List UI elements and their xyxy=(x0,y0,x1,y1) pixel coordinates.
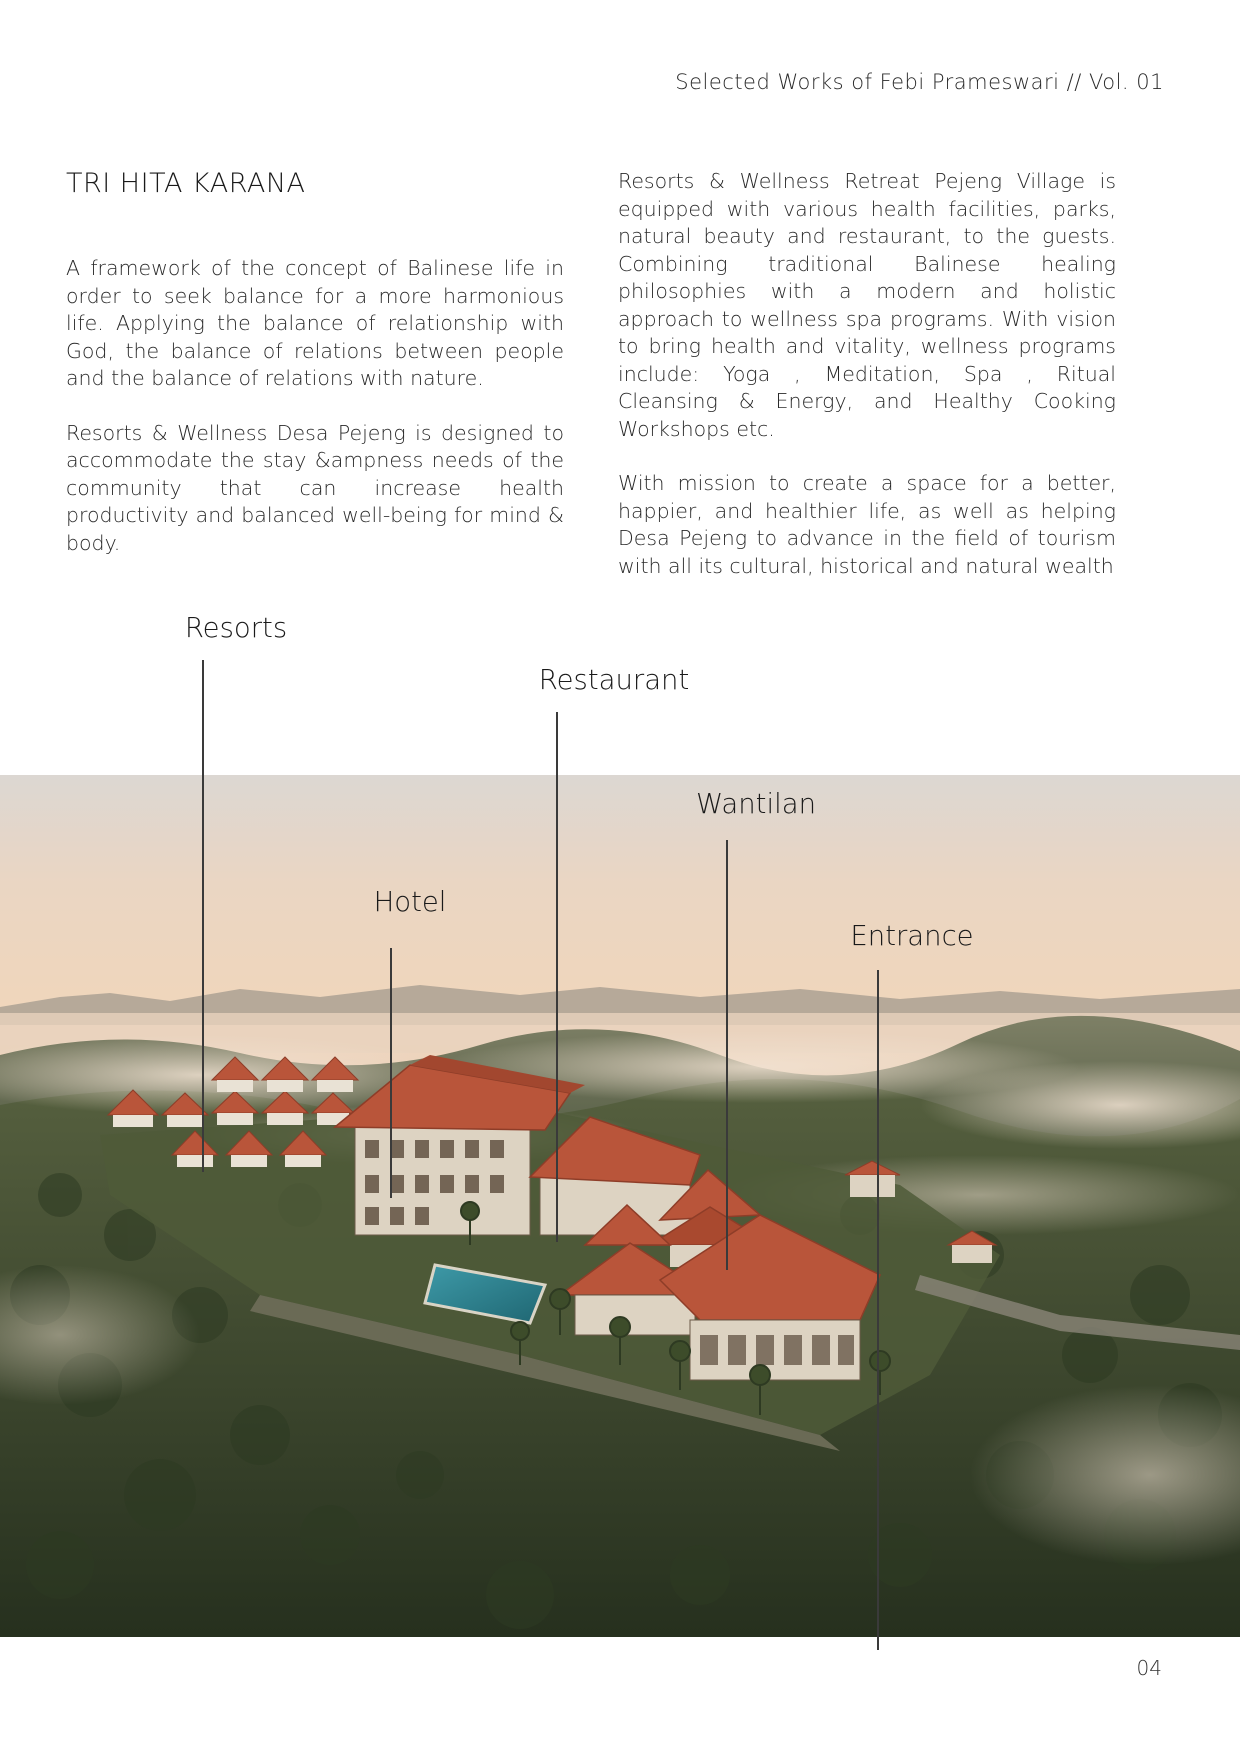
concept-paragraph: A framework of the concept of Balinese life in order to seek balance for a more harmonious life. Applying the balance of relationship with God, the balance of relations between people and the balance of relations with nature. xyxy=(66,256,564,390)
hotel-label: Hotel xyxy=(373,886,447,918)
wantilan-leader-line xyxy=(726,840,728,1270)
sky xyxy=(0,775,1240,1015)
aerial-resort-rendering xyxy=(0,775,1240,1637)
hotel-leader-line xyxy=(390,948,392,1198)
page-number: 04 xyxy=(1136,1656,1162,1680)
right-text-column xyxy=(618,168,1116,607)
restaurant-leader-line xyxy=(556,712,558,1242)
entrance-label: Entrance xyxy=(850,920,974,952)
restaurant-label: Restaurant xyxy=(538,664,690,696)
wantilan-label: Wantilan xyxy=(695,788,817,820)
left-text-column xyxy=(66,255,564,584)
page-title: TRI HITA KARANA xyxy=(66,168,306,199)
page-header: Selected Works of Febi Prameswari // Vol. 01 xyxy=(675,70,1164,94)
facilities-paragraph: Resorts & Wellness Retreat Pejeng Village is equipped with various health facilities, parks, natural beauty and restaurant, to the guests. Combining traditional Balinese healing philosophies with a modern and holistic approach to wellness spa programs. With vision to bring health and vitality, wellness programs include: Yoga , Meditation, Spa , Ritual Cleansing & Energy, and Healthy Cooking Workshops etc. xyxy=(618,169,1116,441)
design-paragraph: Resorts & Wellness Desa Pejeng is designed to accommodate the stay &ampness needs of the community that can increase health productivity and balanced well-being for mind & body. xyxy=(66,420,564,555)
resorts-leader-line xyxy=(202,660,204,1172)
resort-illustration xyxy=(0,775,1240,1637)
entrance-leader-line xyxy=(877,970,879,1650)
resorts-label: Resorts xyxy=(184,612,288,644)
mission-paragraph: With mission to create a space for a better, happier, and healthier life, as well as helping Desa Pejeng to advance in the field of tourism with all its cultural, historical and natural wealth xyxy=(618,471,1116,578)
